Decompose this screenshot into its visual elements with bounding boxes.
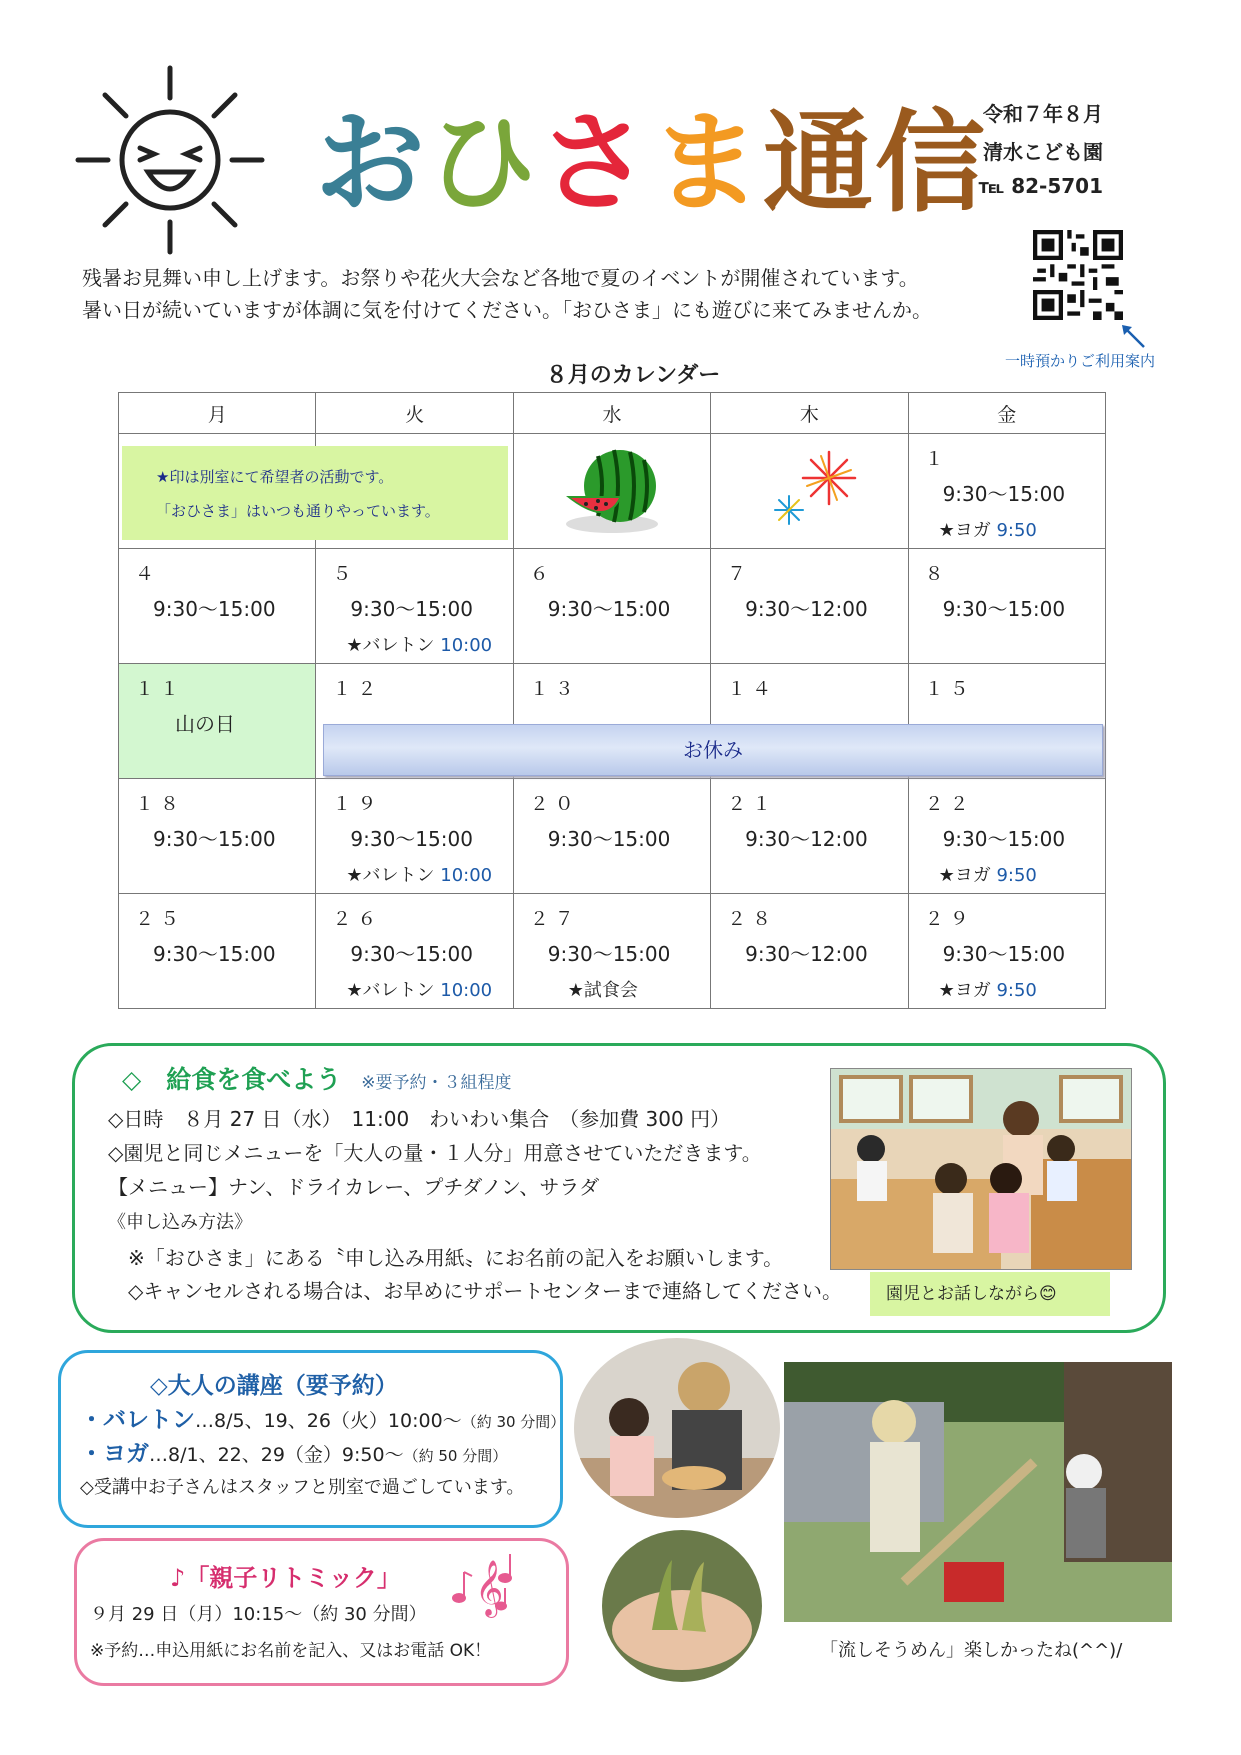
- holiday-name: 山の日: [175, 712, 235, 736]
- open-hours: 9:30～15:00: [153, 597, 276, 621]
- calendar-note: [122, 446, 508, 540]
- open-hours: 9:30～15:00: [942, 597, 1066, 621]
- music-notes-icon: [445, 1548, 525, 1618]
- day-number: ６: [529, 563, 555, 585]
- lunch-line: ◇日時 ８月 27 日（水） 11:00 わいわい集合 （参加費 300 円）: [108, 1107, 731, 1131]
- title-char: ひ: [427, 99, 539, 227]
- weekday-header: 水: [513, 393, 710, 434]
- open-hours: 9:30～15:00: [350, 942, 473, 966]
- calendar-cell: [908, 779, 1105, 894]
- calendar-cell: [119, 894, 316, 1009]
- calendar-cell: [908, 434, 1105, 549]
- day-number: １８: [135, 793, 186, 815]
- activity-name: ★ヨガ: [938, 865, 991, 886]
- activity: [346, 861, 492, 887]
- day-number: １４: [727, 678, 778, 700]
- class-name: ・バレトン: [80, 1407, 195, 1433]
- activity: [346, 631, 492, 657]
- open-hours: 9:30～15:00: [153, 942, 276, 966]
- calendar-cell: [119, 779, 316, 894]
- lunch-subtitle: ※要予約・３組程度: [361, 1073, 512, 1093]
- title-char: 信: [875, 99, 987, 227]
- open-hours: 9:30～12:00: [745, 942, 868, 966]
- activity-time: 9:50: [996, 980, 1037, 1001]
- calendar-cell: [908, 894, 1105, 1009]
- intro-text: [82, 262, 932, 326]
- calendar-cell: [711, 549, 908, 664]
- calendar-cell: [316, 549, 513, 664]
- hand-bamboo-shoots-photo: [602, 1530, 762, 1682]
- calendar-cell-holiday: [119, 664, 316, 779]
- open-hours: 9:30～15:00: [942, 942, 1066, 966]
- note-line: ★印は別室にて希望者の活動です。: [156, 468, 394, 486]
- class-note: ◇受講中お子さんはスタッフと別室で過ごしています。: [80, 1477, 525, 1498]
- lunch-photo-caption: 園児とお話しながら😊: [870, 1272, 1110, 1316]
- open-hours: 9:30～15:00: [350, 827, 473, 851]
- issue-date: 令和７年８月: [983, 102, 1103, 126]
- activity: [939, 861, 1037, 887]
- qr-code-icon[interactable]: [1033, 230, 1123, 320]
- open-hours: 9:30～15:00: [350, 597, 473, 621]
- day-number: ２８: [727, 908, 778, 930]
- calendar-cell: [316, 894, 513, 1009]
- activity-name: ★試食会: [567, 980, 638, 1001]
- open-hours: 9:30～15:00: [547, 942, 671, 966]
- day-number: １２: [332, 678, 383, 700]
- lunch-title: [122, 1060, 511, 1096]
- day-number: ２７: [529, 908, 580, 930]
- intro-line: 残暑お見舞い申し上げます。お祭りや花火大会など各地で夏のイベントが開催されています。: [82, 266, 919, 290]
- intro-line: 暑い日が続いていますが体調に気を付けてください。「おひさま」にも遊びに来てみませんか。: [82, 298, 932, 322]
- class-schedule: …8/1、22、29（金）9:50～: [149, 1444, 404, 1466]
- weekday-header: 月: [119, 393, 316, 434]
- activity-name: ★ヨガ: [938, 980, 991, 1001]
- lunch-line: ◇園児と同じメニューを「大人の量・１人分」用意させていただきます。: [108, 1141, 762, 1165]
- title-char: ま: [651, 99, 763, 227]
- closed-period-bar: お休み: [323, 724, 1103, 776]
- day-number: ７: [727, 563, 753, 585]
- org-tel: ℡ 82-5701: [978, 174, 1103, 198]
- day-number: ２５: [135, 908, 186, 930]
- activity: [568, 976, 638, 1002]
- activity-time: 10:00: [440, 635, 493, 656]
- rhythmic-date: ９月 29 日（月）10:15～（約 30 分間）: [90, 1604, 427, 1625]
- day-number: ５: [332, 563, 358, 585]
- weekday-header: 金: [908, 393, 1105, 434]
- activity-name: ★バレトン: [346, 980, 435, 1001]
- calendar-cell: [513, 549, 710, 664]
- day-number: ２０: [529, 793, 580, 815]
- fireworks-icon: [769, 440, 869, 536]
- calendar-cell: [711, 779, 908, 894]
- cooking-photo: [574, 1338, 780, 1518]
- title-char: 通: [763, 99, 875, 227]
- org-name: 清水こども園: [983, 140, 1103, 164]
- lunch-line: 【メニュー】ナン、ドライカレー、プチダノン、サラダ: [108, 1175, 600, 1199]
- lunch-line: ◇キャンセルされる場合は、お早めにサポートセンターまで連絡してください。: [108, 1279, 842, 1303]
- class-name: ・ヨガ: [80, 1441, 149, 1467]
- open-hours: 9:30～15:00: [547, 597, 671, 621]
- calendar-cell: [711, 894, 908, 1009]
- class-schedule: …8/5、19、26（火）10:00～: [195, 1410, 462, 1432]
- activity-time: 10:00: [440, 980, 493, 1001]
- title-char: さ: [539, 99, 651, 227]
- day-number: １９: [332, 793, 383, 815]
- lunch-line: ※「おひさま」にある〝申し込み用紙〟にお名前の記入をお願いします。: [108, 1246, 784, 1270]
- rhythmic-note: ※予約…申込用紙にお名前を記入、又はお電話 OK！: [90, 1641, 492, 1661]
- weekday-header: 火: [316, 393, 513, 434]
- activity: [939, 516, 1037, 542]
- title-char: お: [315, 99, 427, 227]
- day-number: ８: [924, 563, 950, 585]
- svg-text:𝄞: 𝄞: [475, 1560, 504, 1616]
- calendar-cell: [316, 779, 513, 894]
- calendar-title: ８月のカレンダー: [545, 363, 721, 388]
- open-hours: 9:30～12:00: [745, 597, 868, 621]
- open-hours: 9:30～15:00: [942, 482, 1066, 506]
- calendar-cell: [513, 434, 710, 549]
- class-duration: （約 50 分間）: [403, 1447, 508, 1465]
- open-hours: 9:30～12:00: [745, 827, 868, 851]
- open-hours: 9:30～15:00: [547, 827, 671, 851]
- calendar-cell: [119, 434, 440, 549]
- class-item-barreton: [80, 1401, 565, 1434]
- day-number: ４: [135, 563, 161, 585]
- sun-logo-icon: [70, 60, 270, 260]
- activity-time: 9:50: [996, 520, 1037, 541]
- activity: [939, 976, 1037, 1002]
- class-duration: （約 30 分間）: [461, 1413, 566, 1431]
- activity-name: ★バレトン: [346, 635, 435, 656]
- rhythmic-title: ♪「親子リトミック」: [170, 1564, 401, 1592]
- activity-name: ★バレトン: [346, 865, 435, 886]
- open-hours: 9:30～15:00: [942, 827, 1066, 851]
- day-number: １: [924, 448, 950, 470]
- watermelon-icon: [562, 444, 662, 539]
- calendar-table: [118, 392, 1106, 1009]
- day-number: １１: [135, 678, 186, 700]
- calendar-cell: [908, 549, 1105, 664]
- day-number: １５: [924, 678, 975, 700]
- note-line: 「おひさま」はいつも通りやっています。: [156, 502, 440, 520]
- calendar-cell: [513, 894, 710, 1009]
- weekday-header: 木: [711, 393, 908, 434]
- arrow-icon: [1118, 322, 1148, 350]
- open-hours: 9:30～15:00: [153, 827, 276, 851]
- day-number: ２９: [924, 908, 975, 930]
- day-number: ２２: [924, 793, 975, 815]
- activity: [346, 976, 492, 1002]
- qr-caption: 一時預かりご利用案内: [1005, 352, 1156, 370]
- newsletter-title: [315, 99, 987, 227]
- activity-time: 9:50: [996, 865, 1037, 886]
- nagashi-somen-photo: [784, 1362, 1172, 1622]
- activity-name: ★ヨガ: [938, 520, 991, 541]
- day-number: ２６: [332, 908, 383, 930]
- calendar-cell: [711, 434, 908, 549]
- lunch-line: 《申し込み方法》: [108, 1212, 252, 1233]
- lunch-photo: [830, 1068, 1132, 1270]
- calendar-cell: [513, 779, 710, 894]
- adult-class-title: ◇大人の講座（要予約）: [150, 1373, 398, 1399]
- lunch-title-text: ◇ 給食を食べよう: [122, 1065, 342, 1094]
- calendar-cell: [119, 549, 316, 664]
- day-number: １３: [529, 678, 580, 700]
- somen-photo-caption: 「流しそうめん」楽しかったね(^^)/: [820, 1640, 1123, 1661]
- activity-time: 10:00: [440, 865, 493, 886]
- day-number: ２１: [727, 793, 778, 815]
- class-item-yoga: [80, 1435, 507, 1468]
